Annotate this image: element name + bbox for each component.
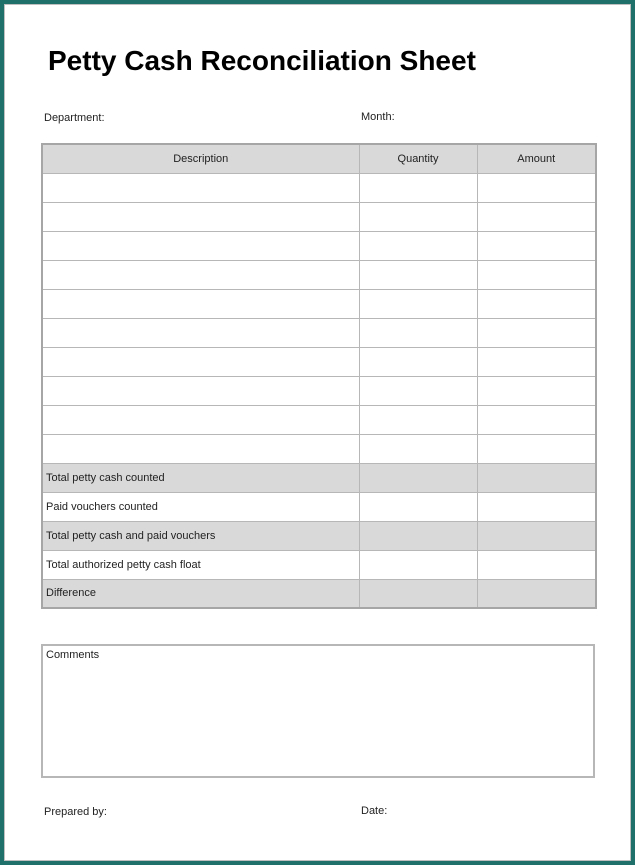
table-row [42, 289, 596, 318]
table-row [42, 376, 596, 405]
quantity-cell[interactable] [359, 173, 477, 202]
column-header-amount: Amount [477, 144, 596, 173]
table-row [42, 231, 596, 260]
quantity-cell[interactable] [359, 231, 477, 260]
amount-cell[interactable] [477, 579, 596, 608]
description-cell[interactable] [42, 289, 359, 318]
summary-row [42, 521, 596, 550]
summary-row-label: Paid vouchers counted [42, 492, 359, 521]
summary-row [42, 579, 596, 608]
table-row [42, 318, 596, 347]
amount-cell[interactable] [477, 289, 596, 318]
table-row [42, 260, 596, 289]
table-header-row [42, 144, 596, 173]
date-label: Date: [361, 805, 388, 817]
description-cell[interactable] [42, 202, 359, 231]
summary-row-label: Total petty cash and paid vouchers [42, 521, 359, 550]
reconciliation-table [41, 143, 597, 609]
quantity-cell[interactable] [359, 579, 477, 608]
amount-cell[interactable] [477, 173, 596, 202]
quantity-cell[interactable] [359, 260, 477, 289]
description-cell[interactable] [42, 405, 359, 434]
amount-cell[interactable] [477, 231, 596, 260]
summary-row-label: Total authorized petty cash float [42, 550, 359, 579]
quantity-cell[interactable] [359, 434, 477, 463]
column-header-quantity: Quantity [359, 144, 477, 173]
amount-cell[interactable] [477, 434, 596, 463]
table-row [42, 405, 596, 434]
quantity-cell[interactable] [359, 492, 477, 521]
amount-cell[interactable] [477, 521, 596, 550]
description-cell[interactable] [42, 376, 359, 405]
summary-row [42, 492, 596, 521]
description-cell[interactable] [42, 318, 359, 347]
quantity-cell[interactable] [359, 405, 477, 434]
quantity-cell[interactable] [359, 289, 477, 318]
quantity-cell[interactable] [359, 376, 477, 405]
description-cell[interactable] [42, 173, 359, 202]
column-header-description: Description [42, 144, 359, 173]
quantity-cell[interactable] [359, 202, 477, 231]
quantity-cell[interactable] [359, 550, 477, 579]
description-cell[interactable] [42, 260, 359, 289]
summary-row [42, 550, 596, 579]
amount-cell[interactable] [477, 318, 596, 347]
prepared-by-label: Prepared by: [44, 806, 107, 818]
amount-cell[interactable] [477, 347, 596, 376]
table-row [42, 434, 596, 463]
summary-row-label: Difference [42, 579, 359, 608]
table-row [42, 202, 596, 231]
description-cell[interactable] [42, 231, 359, 260]
amount-cell[interactable] [477, 492, 596, 521]
summary-row-label: Total petty cash counted [42, 463, 359, 492]
quantity-cell[interactable] [359, 521, 477, 550]
month-label: Month: [361, 111, 395, 123]
amount-cell[interactable] [477, 376, 596, 405]
comments-label: Comments [46, 649, 100, 661]
description-cell[interactable] [42, 347, 359, 376]
amount-cell[interactable] [477, 260, 596, 289]
amount-cell[interactable] [477, 550, 596, 579]
amount-cell[interactable] [477, 202, 596, 231]
quantity-cell[interactable] [359, 463, 477, 492]
quantity-cell[interactable] [359, 347, 477, 376]
comments-box[interactable] [41, 644, 595, 778]
page-title: Petty Cash Reconciliation Sheet [48, 45, 476, 76]
summary-row [42, 463, 596, 492]
table-row [42, 173, 596, 202]
quantity-cell[interactable] [359, 318, 477, 347]
amount-cell[interactable] [477, 405, 596, 434]
table-row [42, 347, 596, 376]
description-cell[interactable] [42, 434, 359, 463]
amount-cell[interactable] [477, 463, 596, 492]
department-label: Department: [44, 112, 105, 124]
